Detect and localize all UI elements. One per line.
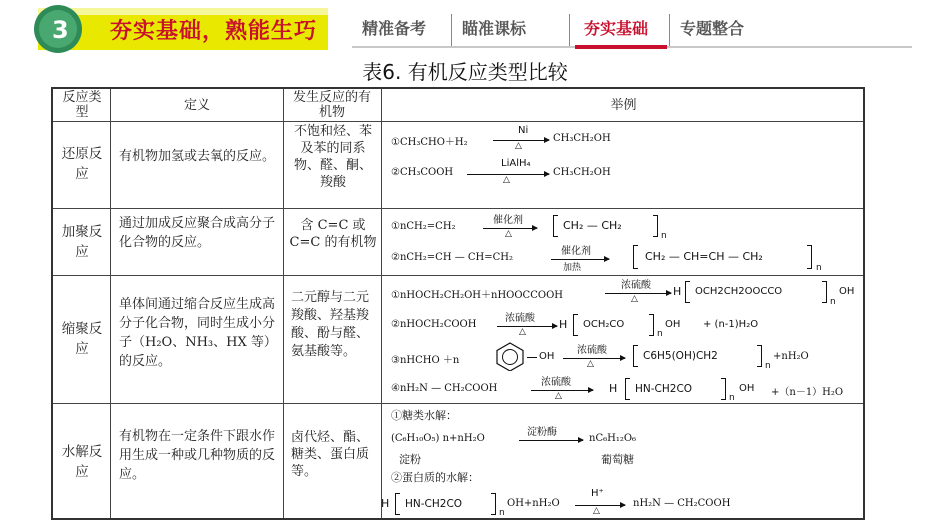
eq-rhs-caption: 葡萄糖: [601, 453, 634, 466]
reaction-arrow-icon: [605, 293, 671, 294]
eq-rhs: CH₃CH₂OH: [553, 167, 611, 178]
eq-polymer-n: n: [499, 508, 505, 518]
row-organics-reduction: 不饱和烃、苯及苯的同系物、醛、酮、羧酸: [293, 124, 372, 190]
eq-label: ①糖类水解：: [391, 409, 457, 422]
tab-zhuanti-zhenghe[interactable]: 专题整合: [680, 19, 745, 38]
polymer-bracket-left: [633, 345, 638, 367]
eq-condition-bottom: 加热: [563, 263, 582, 273]
eq-condition-bottom: △: [593, 506, 600, 516]
eq-condition-top: 淀粉酶: [527, 427, 557, 438]
eq-extra: +（n－1）H₂O: [771, 387, 844, 398]
row-divider: [53, 121, 863, 122]
eq-lhs: (C₆H₁₀O₅) n+nH₂O: [391, 433, 485, 444]
eq-rhs: HN-CH2CO: [635, 383, 693, 395]
polymer-bracket-left: [633, 245, 638, 269]
row-type-condensation: 缩聚反应: [61, 321, 103, 357]
eq-lhs: ②CH₃COOH: [391, 167, 454, 178]
eq-mid: OH+nH₂O: [507, 498, 560, 509]
header-organics: 发生反应的有机物: [292, 90, 371, 120]
reaction-type-table: [51, 87, 865, 520]
eq-lhs: ①nHOCH₂CH₂OH＋nHOOCCOOH: [391, 290, 563, 301]
eq-condition-top: Ni: [518, 125, 529, 136]
polymer-bracket-right: [491, 493, 496, 515]
tab-hangshi-jichu[interactable]: 夯实基础: [570, 14, 670, 46]
eq-condition-top: 催化剂: [561, 246, 591, 257]
eq-label: ②蛋白质的水解：: [391, 471, 479, 484]
section-number: 3: [52, 16, 69, 44]
eq-rhs: CH₂ — CH₂: [563, 219, 622, 232]
eq-rhs: nH₂N — CH₂COOH: [633, 498, 731, 509]
row-type-reduction: 还原反应: [61, 146, 103, 182]
eq-lhs: ②nHOCH₂COOH: [391, 319, 477, 330]
row-definition-hydrolysis: 有机物在一定条件下跟水作用生成一种或几种物质的反应。: [119, 429, 276, 482]
polymer-bracket-right: [721, 378, 726, 400]
eq-condition-bottom: △: [519, 327, 526, 337]
eq-condition-bottom: △: [505, 229, 512, 239]
eq-polymer-n: n: [657, 329, 663, 339]
eq-rhs: OCH2CH2OOCCO: [695, 286, 783, 297]
eq-lhs-caption: 淀粉: [399, 453, 421, 466]
reaction-arrow-icon: [497, 326, 557, 327]
eq-extra: + (n-1)H₂O: [703, 319, 759, 330]
benzene-ring-icon: [493, 341, 527, 371]
eq-condition-bottom: △: [555, 391, 562, 401]
polymer-bracket-right: [757, 345, 762, 367]
eq-chain-end-h: H: [673, 285, 682, 298]
eq-polymer-n: n: [729, 393, 735, 403]
column-divider: [110, 89, 111, 518]
header-definition: 定义: [183, 98, 210, 113]
eq-chain-end-h: H: [609, 382, 618, 395]
eq-condition-bottom: △: [631, 294, 638, 304]
eq-condition-top: 浓硫酸: [541, 377, 571, 388]
row-divider: [53, 208, 863, 209]
active-tab-indicator: [575, 45, 667, 49]
polymer-bracket-left: [395, 493, 400, 515]
eq-lhs: ④nH₂N — CH₂COOH: [391, 383, 498, 394]
column-divider: [283, 89, 284, 518]
eq-rhs: nC₆H₁₂O₆: [589, 433, 637, 444]
polymer-bracket-right: [653, 215, 658, 237]
eq-chain-end-h: H: [559, 318, 568, 331]
section-badge: [18, 4, 328, 54]
polymer-bracket-left: [553, 215, 558, 237]
column-divider: [381, 89, 382, 518]
table-title: 表6. 有机反应类型比较: [362, 60, 568, 84]
eq-tail: OH: [665, 319, 681, 330]
polymer-bracket-left: [685, 281, 690, 303]
tab-miaozhun-kebiao[interactable]: 瞄准课标: [452, 14, 570, 46]
eq-tail: OH: [739, 383, 755, 394]
row-divider: [53, 403, 863, 404]
row-divider: [53, 275, 863, 276]
eq-lhs: ①nCH₂=CH₂: [391, 221, 456, 232]
eq-rhs: CH₂ — CH=CH — CH₂: [645, 250, 763, 263]
eq-condition-bottom: △: [587, 359, 594, 369]
reaction-arrow-icon: [575, 505, 625, 506]
eq-polymer-n: n: [816, 263, 822, 273]
eq-condition-top: 浓硫酸: [621, 280, 651, 291]
row-type-hydrolysis: 水解反应: [61, 444, 103, 480]
eq-condition-top: 催化剂: [493, 215, 523, 226]
eq-tail: OH: [839, 286, 855, 297]
eq-condition-bottom: △: [503, 175, 510, 185]
polymer-bracket-left: [625, 378, 630, 400]
row-type-addition: 加聚反应: [61, 224, 103, 260]
eq-condition-top: LiAlH₄: [501, 158, 531, 169]
reaction-arrow-icon: [531, 390, 593, 391]
row-organics-condensation: 二元醇与二元羧酸、羟基羧酸、酚与醛、氨基酸等。: [291, 290, 370, 359]
nav-tabs: [352, 14, 780, 46]
eq-condition-top: H⁺: [591, 488, 604, 499]
tab-jingzhun-beikao[interactable]: 精准备考: [352, 14, 452, 46]
bond-line: [527, 357, 537, 358]
polymer-bracket-right: [649, 314, 654, 336]
eq-tail: +nH₂O: [773, 351, 809, 362]
row-definition-condensation: 单体间通过缩合反应生成高分子化合物，同时生成小分子（H₂O、NH₃、HX 等）的反应。: [119, 297, 277, 369]
section-title: 夯实基础，熟能生巧: [110, 19, 318, 44]
header-examples: 举例: [610, 98, 637, 113]
row-organics-addition: 含 C=C 或 C=C 的有机物: [289, 218, 377, 250]
row-definition-addition: 通过加成反应聚合成高分子化合物的反应。: [119, 216, 276, 250]
reaction-arrow-icon: [519, 440, 583, 441]
eq-condition-top: 浓硫酸: [577, 345, 607, 356]
reaction-arrow-icon: [563, 358, 625, 359]
eq-lhs: ①CH₃CHO＋H₂: [391, 137, 468, 148]
row-definition-reduction: 有机物加氢或去氧的反应。: [119, 149, 276, 164]
eq-condition-bottom: △: [515, 141, 522, 151]
polymer-bracket-right: [822, 281, 827, 303]
header-reaction-type: 反应类型: [62, 90, 102, 120]
eq-lhs: ③nHCHO ＋n: [391, 355, 460, 366]
polymer-bracket-right: [807, 245, 812, 269]
eq-rhs: OCH₂CO: [583, 319, 625, 330]
eq-rhs: C6H5(OH)CH2: [643, 350, 718, 362]
eq-lhs: HN-CH2CO: [405, 498, 463, 510]
row-organics-hydrolysis: 卤代烃、酯、糖类、蛋白质等。: [291, 430, 370, 479]
eq-condition-top: 浓硫酸: [505, 313, 535, 324]
eq-ring-substituent: OH: [539, 351, 555, 362]
eq-polymer-n: n: [765, 361, 771, 371]
polymer-bracket-left: [573, 314, 578, 336]
eq-rhs: CH₃CH₂OH: [553, 133, 611, 144]
eq-chain-end-h: H: [381, 497, 390, 510]
eq-polymer-n: n: [830, 297, 836, 307]
eq-polymer-n: n: [661, 231, 667, 241]
eq-lhs: ②nCH₂=CH — CH=CH₂: [391, 252, 514, 263]
